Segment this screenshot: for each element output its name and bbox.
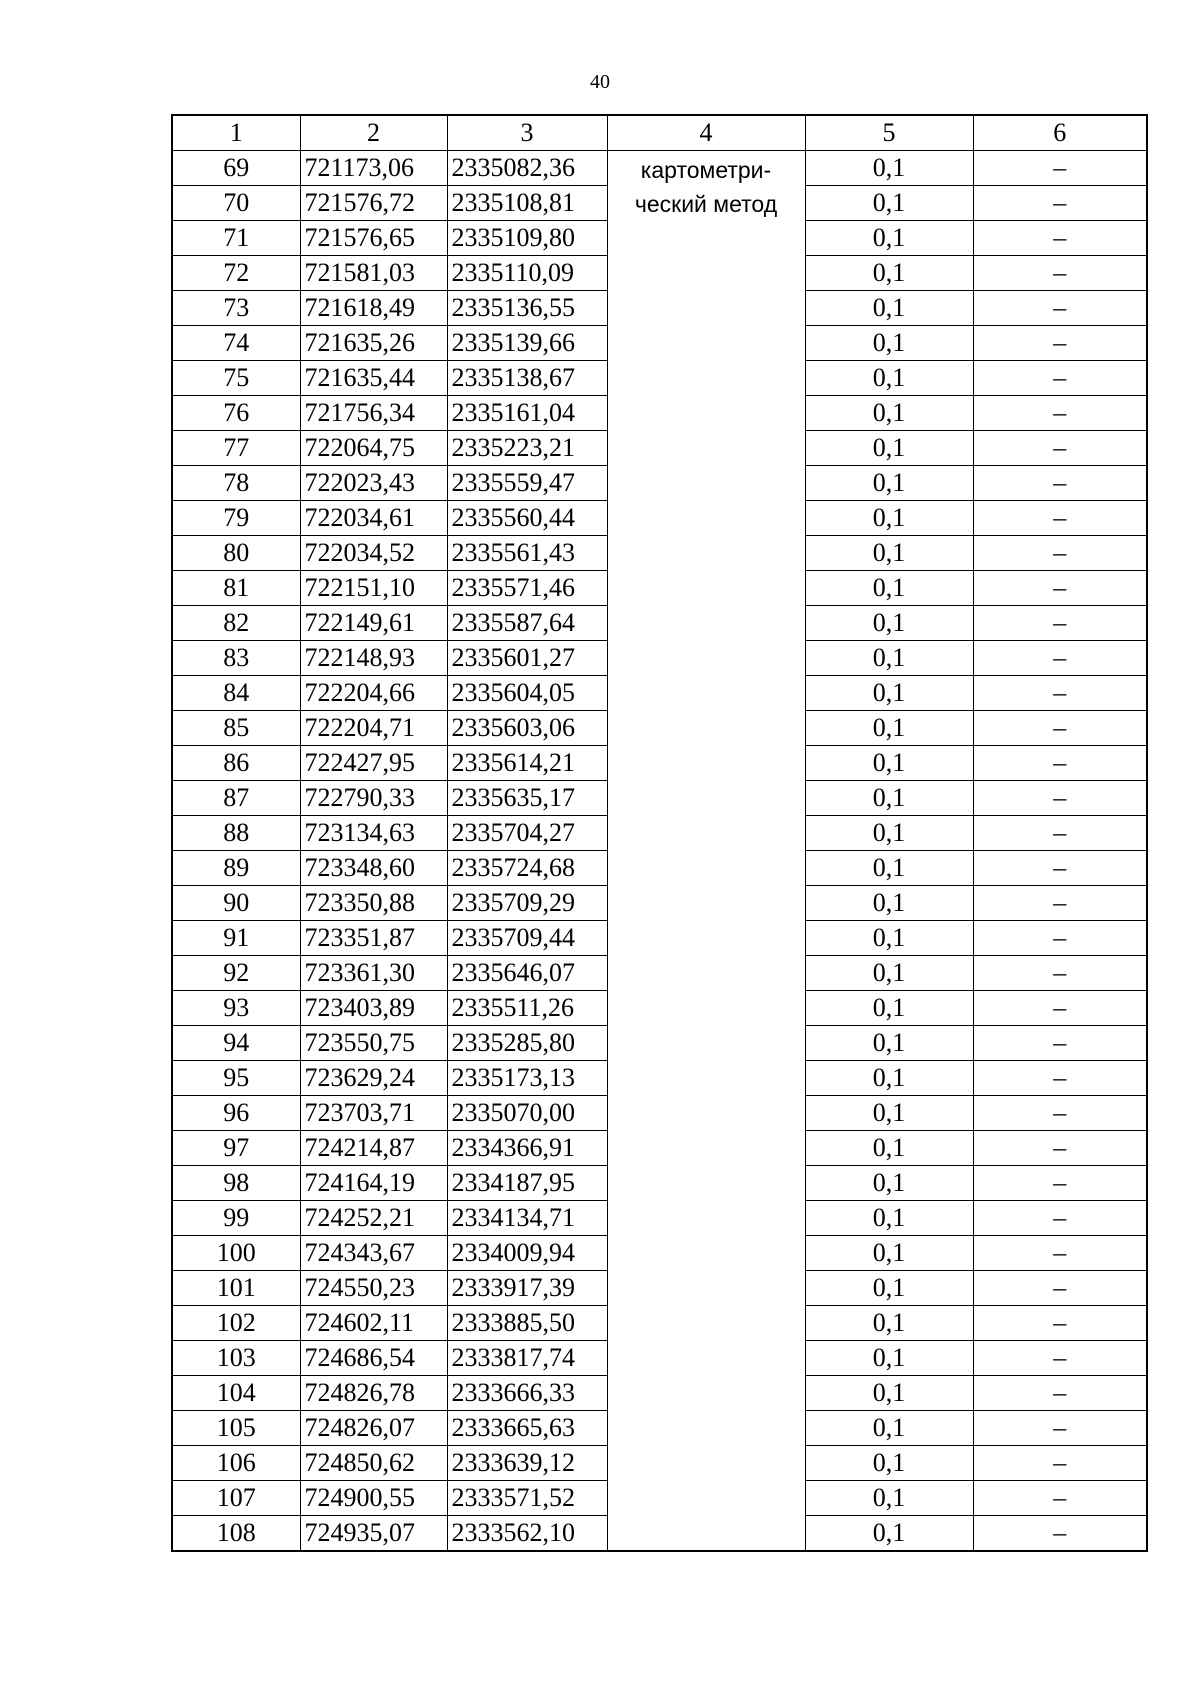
x-coordinate-cell: 723703,71	[300, 1096, 447, 1131]
x-coordinate-cell: 723350,88	[300, 886, 447, 921]
x-coordinate-cell: 722204,71	[300, 711, 447, 746]
y-coordinate-cell: 2335604,05	[447, 676, 607, 711]
accuracy-cell: 0,1	[805, 1166, 973, 1201]
y-coordinate-cell: 2335138,67	[447, 361, 607, 396]
y-coordinate-cell: 2334134,71	[447, 1201, 607, 1236]
y-coordinate-cell: 2333665,63	[447, 1411, 607, 1446]
x-coordinate-cell: 721581,03	[300, 256, 447, 291]
point-number-cell: 106	[172, 1446, 300, 1481]
note-cell: –	[973, 1481, 1147, 1516]
note-cell: –	[973, 1131, 1147, 1166]
accuracy-cell: 0,1	[805, 1201, 973, 1236]
note-cell: –	[973, 1411, 1147, 1446]
note-cell: –	[973, 1061, 1147, 1096]
point-number-cell: 83	[172, 641, 300, 676]
point-number-cell: 70	[172, 186, 300, 221]
note-cell: –	[973, 1271, 1147, 1306]
y-coordinate-cell: 2335173,13	[447, 1061, 607, 1096]
x-coordinate-cell: 721173,06	[300, 151, 447, 186]
note-cell: –	[973, 781, 1147, 816]
x-coordinate-cell: 722064,75	[300, 431, 447, 466]
x-coordinate-cell: 724826,07	[300, 1411, 447, 1446]
accuracy-cell: 0,1	[805, 1376, 973, 1411]
point-number-cell: 85	[172, 711, 300, 746]
accuracy-cell: 0,1	[805, 1411, 973, 1446]
note-cell: –	[973, 221, 1147, 256]
y-coordinate-cell: 2333666,33	[447, 1376, 607, 1411]
point-number-cell: 104	[172, 1376, 300, 1411]
x-coordinate-cell: 723629,24	[300, 1061, 447, 1096]
point-number-cell: 76	[172, 396, 300, 431]
x-coordinate-cell: 724164,19	[300, 1166, 447, 1201]
note-cell: –	[973, 1376, 1147, 1411]
note-cell: –	[973, 1341, 1147, 1376]
note-cell: –	[973, 431, 1147, 466]
note-cell: –	[973, 711, 1147, 746]
point-number-cell: 72	[172, 256, 300, 291]
accuracy-cell: 0,1	[805, 431, 973, 466]
y-coordinate-cell: 2335601,27	[447, 641, 607, 676]
accuracy-cell: 0,1	[805, 1271, 973, 1306]
note-cell: –	[973, 1306, 1147, 1341]
x-coordinate-cell: 722790,33	[300, 781, 447, 816]
x-coordinate-cell: 722149,61	[300, 606, 447, 641]
x-coordinate-cell: 721635,44	[300, 361, 447, 396]
accuracy-cell: 0,1	[805, 1516, 973, 1552]
header-cell-4: 4	[607, 115, 805, 151]
method-text-line: картометри-	[640, 157, 772, 183]
accuracy-cell: 0,1	[805, 956, 973, 991]
point-number-cell: 87	[172, 781, 300, 816]
point-number-cell: 90	[172, 886, 300, 921]
y-coordinate-cell: 2335136,55	[447, 291, 607, 326]
accuracy-cell: 0,1	[805, 151, 973, 186]
x-coordinate-cell: 723134,63	[300, 816, 447, 851]
note-cell: –	[973, 886, 1147, 921]
y-coordinate-cell: 2335511,26	[447, 991, 607, 1026]
table-row	[172, 151, 1147, 186]
accuracy-cell: 0,1	[805, 746, 973, 781]
method-text-line: ческий метод	[634, 191, 778, 217]
y-coordinate-cell: 2335646,07	[447, 956, 607, 991]
point-number-cell: 95	[172, 1061, 300, 1096]
note-cell: –	[973, 851, 1147, 886]
x-coordinate-cell: 722023,43	[300, 466, 447, 501]
point-number-cell: 86	[172, 746, 300, 781]
accuracy-cell: 0,1	[805, 1061, 973, 1096]
point-number-cell: 91	[172, 921, 300, 956]
note-cell: –	[973, 921, 1147, 956]
accuracy-cell: 0,1	[805, 851, 973, 886]
x-coordinate-cell: 721618,49	[300, 291, 447, 326]
note-cell: –	[973, 1236, 1147, 1271]
y-coordinate-cell: 2335614,21	[447, 746, 607, 781]
accuracy-cell: 0,1	[805, 536, 973, 571]
x-coordinate-cell: 724214,87	[300, 1131, 447, 1166]
accuracy-cell: 0,1	[805, 606, 973, 641]
y-coordinate-cell: 2334187,95	[447, 1166, 607, 1201]
point-number-cell: 98	[172, 1166, 300, 1201]
point-number-cell: 103	[172, 1341, 300, 1376]
y-coordinate-cell: 2333817,74	[447, 1341, 607, 1376]
header-cell-1: 1	[172, 115, 300, 151]
y-coordinate-cell: 2335635,17	[447, 781, 607, 816]
accuracy-cell: 0,1	[805, 361, 973, 396]
x-coordinate-cell: 724252,21	[300, 1201, 447, 1236]
note-cell: –	[973, 466, 1147, 501]
y-coordinate-cell: 2335161,04	[447, 396, 607, 431]
x-coordinate-cell: 723361,30	[300, 956, 447, 991]
accuracy-cell: 0,1	[805, 1446, 973, 1481]
point-number-cell: 74	[172, 326, 300, 361]
point-number-cell: 100	[172, 1236, 300, 1271]
x-coordinate-cell: 722151,10	[300, 571, 447, 606]
point-number-cell: 81	[172, 571, 300, 606]
y-coordinate-cell: 2335571,46	[447, 571, 607, 606]
note-cell: –	[973, 1026, 1147, 1061]
y-coordinate-cell: 2335109,80	[447, 221, 607, 256]
note-cell: –	[973, 956, 1147, 991]
accuracy-cell: 0,1	[805, 781, 973, 816]
point-number-cell: 96	[172, 1096, 300, 1131]
note-cell: –	[973, 1166, 1147, 1201]
x-coordinate-cell: 724686,54	[300, 1341, 447, 1376]
point-number-cell: 77	[172, 431, 300, 466]
note-cell: –	[973, 396, 1147, 431]
table-header	[172, 115, 1147, 151]
point-number-cell: 73	[172, 291, 300, 326]
point-number-cell: 82	[172, 606, 300, 641]
x-coordinate-cell: 721576,65	[300, 221, 447, 256]
accuracy-cell: 0,1	[805, 326, 973, 361]
point-number-cell: 108	[172, 1516, 300, 1552]
accuracy-cell: 0,1	[805, 501, 973, 536]
accuracy-cell: 0,1	[805, 1236, 973, 1271]
y-coordinate-cell: 2335070,00	[447, 1096, 607, 1131]
note-cell: –	[973, 326, 1147, 361]
note-cell: –	[973, 1446, 1147, 1481]
table-body	[172, 151, 1147, 1552]
header-cell-5: 5	[805, 115, 973, 151]
point-number-cell: 93	[172, 991, 300, 1026]
y-coordinate-cell: 2335559,47	[447, 466, 607, 501]
x-coordinate-cell: 721756,34	[300, 396, 447, 431]
note-cell: –	[973, 1096, 1147, 1131]
note-cell: –	[973, 816, 1147, 851]
y-coordinate-cell: 2333885,50	[447, 1306, 607, 1341]
y-coordinate-cell: 2335285,80	[447, 1026, 607, 1061]
note-cell: –	[973, 151, 1147, 186]
x-coordinate-cell: 721635,26	[300, 326, 447, 361]
accuracy-cell: 0,1	[805, 816, 973, 851]
note-cell: –	[973, 606, 1147, 641]
y-coordinate-cell: 2333571,52	[447, 1481, 607, 1516]
x-coordinate-cell: 722204,66	[300, 676, 447, 711]
x-coordinate-cell: 722148,93	[300, 641, 447, 676]
accuracy-cell: 0,1	[805, 396, 973, 431]
point-number-cell: 89	[172, 851, 300, 886]
y-coordinate-cell: 2335587,64	[447, 606, 607, 641]
note-cell: –	[973, 536, 1147, 571]
x-coordinate-cell: 724826,78	[300, 1376, 447, 1411]
note-cell: –	[973, 256, 1147, 291]
coordinates-table	[171, 114, 1148, 1552]
y-coordinate-cell: 2335709,44	[447, 921, 607, 956]
x-coordinate-cell: 724935,07	[300, 1516, 447, 1552]
header-cell-2: 2	[300, 115, 447, 151]
y-coordinate-cell: 2333562,10	[447, 1516, 607, 1552]
x-coordinate-cell: 724602,11	[300, 1306, 447, 1341]
accuracy-cell: 0,1	[805, 1096, 973, 1131]
point-number-cell: 75	[172, 361, 300, 396]
y-coordinate-cell: 2334009,94	[447, 1236, 607, 1271]
point-number-cell: 78	[172, 466, 300, 501]
accuracy-cell: 0,1	[805, 711, 973, 746]
accuracy-cell: 0,1	[805, 221, 973, 256]
point-number-cell: 79	[172, 501, 300, 536]
y-coordinate-cell: 2335108,81	[447, 186, 607, 221]
accuracy-cell: 0,1	[805, 571, 973, 606]
accuracy-cell: 0,1	[805, 991, 973, 1026]
x-coordinate-cell: 722034,61	[300, 501, 447, 536]
x-coordinate-cell: 723351,87	[300, 921, 447, 956]
accuracy-cell: 0,1	[805, 921, 973, 956]
accuracy-cell: 0,1	[805, 1026, 973, 1061]
note-cell: –	[973, 991, 1147, 1026]
header-cell-3: 3	[447, 115, 607, 151]
note-cell: –	[973, 291, 1147, 326]
x-coordinate-cell: 723403,89	[300, 991, 447, 1026]
x-coordinate-cell: 723550,75	[300, 1026, 447, 1061]
header-cell-6: 6	[973, 115, 1147, 151]
y-coordinate-cell: 2335704,27	[447, 816, 607, 851]
point-number-cell: 105	[172, 1411, 300, 1446]
note-cell: –	[973, 501, 1147, 536]
point-number-cell: 97	[172, 1131, 300, 1166]
note-cell: –	[973, 641, 1147, 676]
point-number-cell: 101	[172, 1271, 300, 1306]
accuracy-cell: 0,1	[805, 1341, 973, 1376]
accuracy-cell: 0,1	[805, 186, 973, 221]
point-number-cell: 84	[172, 676, 300, 711]
x-coordinate-cell: 721576,72	[300, 186, 447, 221]
point-number-cell: 107	[172, 1481, 300, 1516]
accuracy-cell: 0,1	[805, 1306, 973, 1341]
point-number-cell: 99	[172, 1201, 300, 1236]
x-coordinate-cell: 723348,60	[300, 851, 447, 886]
accuracy-cell: 0,1	[805, 466, 973, 501]
accuracy-cell: 0,1	[805, 886, 973, 921]
point-number-cell: 80	[172, 536, 300, 571]
y-coordinate-cell: 2333639,12	[447, 1446, 607, 1481]
y-coordinate-cell: 2335561,43	[447, 536, 607, 571]
note-cell: –	[973, 1201, 1147, 1236]
y-coordinate-cell: 2335139,66	[447, 326, 607, 361]
accuracy-cell: 0,1	[805, 256, 973, 291]
y-coordinate-cell: 2335709,29	[447, 886, 607, 921]
note-cell: –	[973, 571, 1147, 606]
header-row	[172, 115, 1147, 151]
note-cell: –	[973, 746, 1147, 781]
note-cell: –	[973, 186, 1147, 221]
method-cell	[607, 151, 805, 1552]
x-coordinate-cell: 724550,23	[300, 1271, 447, 1306]
x-coordinate-cell: 722034,52	[300, 536, 447, 571]
point-number-cell: 94	[172, 1026, 300, 1061]
note-cell: –	[973, 361, 1147, 396]
note-cell: –	[973, 1516, 1147, 1552]
y-coordinate-cell: 2335082,36	[447, 151, 607, 186]
page-number: 40	[590, 71, 610, 93]
y-coordinate-cell: 2335223,21	[447, 431, 607, 466]
point-number-cell: 71	[172, 221, 300, 256]
point-number-cell: 102	[172, 1306, 300, 1341]
point-number-cell: 69	[172, 151, 300, 186]
accuracy-cell: 0,1	[805, 641, 973, 676]
accuracy-cell: 0,1	[805, 291, 973, 326]
accuracy-cell: 0,1	[805, 676, 973, 711]
x-coordinate-cell: 722427,95	[300, 746, 447, 781]
x-coordinate-cell: 724343,67	[300, 1236, 447, 1271]
y-coordinate-cell: 2335724,68	[447, 851, 607, 886]
y-coordinate-cell: 2335603,06	[447, 711, 607, 746]
y-coordinate-cell: 2335560,44	[447, 501, 607, 536]
y-coordinate-cell: 2335110,09	[447, 256, 607, 291]
point-number-cell: 88	[172, 816, 300, 851]
point-number-cell: 92	[172, 956, 300, 991]
x-coordinate-cell: 724900,55	[300, 1481, 447, 1516]
accuracy-cell: 0,1	[805, 1481, 973, 1516]
y-coordinate-cell: 2334366,91	[447, 1131, 607, 1166]
note-cell: –	[973, 676, 1147, 711]
accuracy-cell: 0,1	[805, 1131, 973, 1166]
x-coordinate-cell: 724850,62	[300, 1446, 447, 1481]
y-coordinate-cell: 2333917,39	[447, 1271, 607, 1306]
